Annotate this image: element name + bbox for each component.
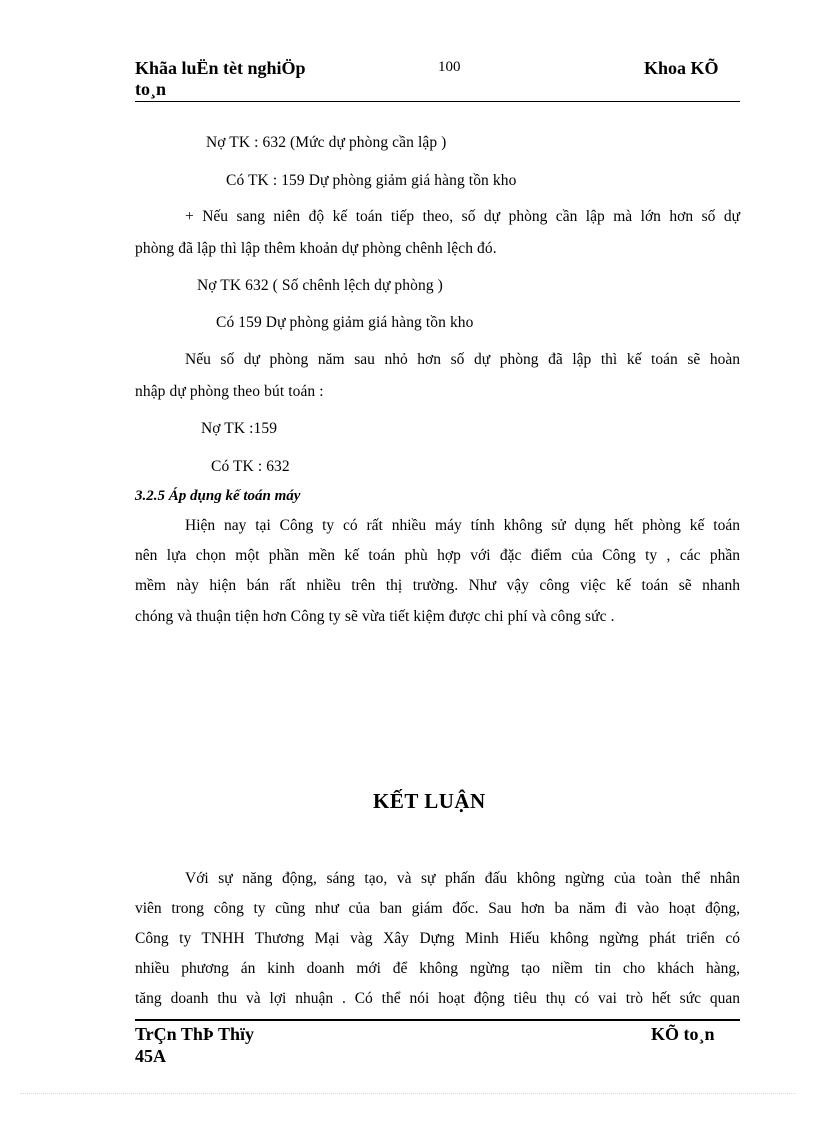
para3-line4: chóng và thuận tiện hơn Công ty sẽ vừa tiết kiệm được chi phí và công sức . bbox=[135, 608, 615, 625]
entry3-credit: Có TK : 632 bbox=[211, 458, 290, 475]
conclusion-title: KẾT LUẬN bbox=[373, 789, 486, 813]
entry2-credit: Có 159 Dự phòng giảm giá hàng tồn kho bbox=[216, 314, 474, 331]
header-right: Khoa KÕ bbox=[644, 58, 719, 78]
footer-left-line1: TrÇn ThÞ Thïy bbox=[135, 1024, 255, 1044]
header-rule bbox=[135, 101, 740, 102]
para3-line2: nên lựa chọn một phần mền kế toán phù hợp với đặc điểm của Công ty , các phần bbox=[135, 547, 740, 564]
para4-line4: nhiều phương án kinh doanh mới để không ngừng tạo niềm tin cho khách hàng, bbox=[135, 960, 740, 977]
entry1-debit: Nợ TK : 632 (Mức dự phòng cần lập ) bbox=[206, 134, 447, 151]
para1-line1: + Nếu sang niên độ kế toán tiếp theo, số dự phòng cần lập mà lớn hơn số dự bbox=[185, 208, 740, 225]
page-bottom-border bbox=[20, 1093, 796, 1094]
para4-line1: Với sự năng động, sáng tạo, và sự phấn đấu không ngừng của toàn thể nhân bbox=[185, 870, 740, 887]
para4-line2: viên trong công ty cũng như của ban giám đốc. Sau hơn ba năm đi vào hoạt động, bbox=[135, 900, 740, 917]
entry1-credit: Có TK : 159 Dự phòng giảm giá hàng tồn kho bbox=[226, 172, 517, 189]
entry2-debit: Nợ TK 632 ( Số chênh lệch dự phòng ) bbox=[197, 277, 443, 294]
para1-line2: phòng đã lập thì lập thêm khoản dự phòng chênh lệch đó. bbox=[135, 240, 497, 257]
header-left-line2: to¸n bbox=[135, 79, 166, 99]
para3-line1: Hiện nay tại Công ty có rất nhiều máy tính không sử dụng hết phòng kế toán bbox=[185, 517, 740, 534]
footer-right: KÕ to¸n bbox=[651, 1024, 715, 1044]
para2-line2: nhập dự phòng theo bút toán : bbox=[135, 383, 324, 400]
header-left-line1: Khãa luËn tèt nghiÖp bbox=[135, 58, 306, 78]
para4-line5: tăng doanh thu và lợi nhuận . Có thể nói hoạt động tiêu thụ có vai trò hết sức quan bbox=[135, 990, 740, 1007]
para4-line3: Công ty TNHH Thương Mại vàg Xây Dựng Minh Hiếu không ngừng phát triển có bbox=[135, 930, 740, 947]
para3-line3: mềm này hiện bán rất nhiều trên thị trường. Như vậy công việc kế toán sẽ nhanh bbox=[135, 577, 740, 594]
footer-left-line2: 45A bbox=[135, 1046, 166, 1066]
entry3-debit: Nợ TK :159 bbox=[201, 420, 278, 437]
footer-rule bbox=[135, 1019, 740, 1021]
para2-line1: Nếu số dự phòng năm sau nhỏ hơn số dự phòng đã lập thì kế toán sẽ hoàn bbox=[185, 351, 740, 368]
section-heading: 3.2.5 Áp dụng kế toán máy bbox=[135, 488, 301, 504]
page-number: 100 bbox=[438, 59, 461, 75]
